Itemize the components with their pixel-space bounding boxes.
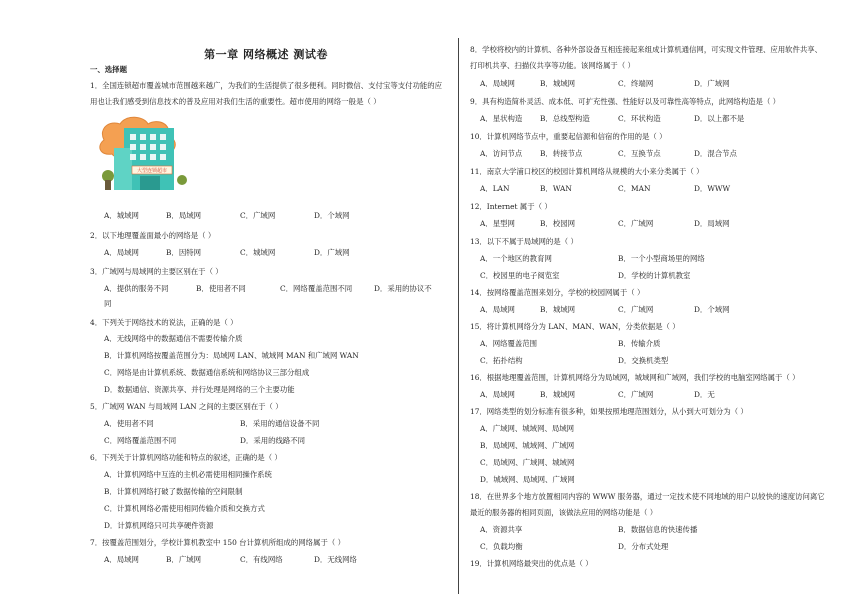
option: D．计算机网络只可共享硬件资源 bbox=[104, 521, 214, 530]
option: C．负载均衡 bbox=[480, 542, 523, 551]
question-4: 4．下列关于网络技术的说法，正确的是（ ） bbox=[90, 318, 238, 327]
option: B．城域网 bbox=[540, 79, 575, 88]
option: A．局域网 bbox=[480, 79, 515, 88]
option: C．MAN bbox=[618, 184, 651, 193]
option: A．LAN bbox=[480, 184, 510, 193]
option: B．使用者不同 bbox=[196, 284, 246, 293]
option: A．星状构造 bbox=[480, 114, 523, 123]
question-12: 12．Internet 属于（ ） bbox=[470, 202, 552, 211]
question-1-line-2: 用也让我们感受到信息技术的普及应用对我们生活的重要性。超市使用的网络一般是（ ） bbox=[90, 97, 381, 106]
option: C．计算机网络必需使用相同传输介质和交换方式 bbox=[104, 504, 265, 513]
question-1-line-1: 1．全国连锁超市覆盖城市范围越来越广，为我们的生活提供了很多便利。同时微信、支付宝等支付功能的应 bbox=[90, 81, 443, 90]
option: B．因特网 bbox=[166, 248, 201, 257]
supermarket-illustration bbox=[96, 114, 192, 194]
question-18-line-2: 最近的服务器的相同页面，该做法应用的网络功能是（ ） bbox=[470, 508, 658, 517]
option: D．学校的计算机教室 bbox=[618, 271, 691, 280]
option: B．广域网 bbox=[166, 555, 201, 564]
option: D．广域网 bbox=[694, 79, 730, 88]
option: B．计算机网络按覆盖范围分为：局域网 LAN、城域网 MAN 和广域网 WAN bbox=[104, 351, 359, 360]
option: A．一个地区的教育网 bbox=[480, 254, 552, 263]
option: A．资源共享 bbox=[480, 525, 523, 534]
column-divider bbox=[458, 38, 459, 594]
question-7: 7．按覆盖范围划分，学校计算机教室中 150 台计算机所组成的网络属于（ ） bbox=[90, 538, 345, 547]
option: C．有线网络 bbox=[240, 555, 283, 564]
option: C．拓扑结构 bbox=[480, 356, 523, 365]
question-9: 9．具有构造简朴灵活、成本低、可扩充性强、性能好以及可靠性高等特点，此网络构造是（ ） bbox=[470, 97, 781, 106]
option: D．分布式处理 bbox=[618, 542, 669, 551]
option: D．个域网 bbox=[314, 211, 350, 220]
option: B．数据信息的快速传播 bbox=[618, 525, 698, 534]
option: B．一个小型商场里的网络 bbox=[618, 254, 705, 263]
option: A．使用者不同 bbox=[104, 419, 154, 428]
option: D．以上都不是 bbox=[694, 114, 745, 123]
option: A．计算机网络中互连的主机必需使用相同操作系统 bbox=[104, 470, 272, 479]
option: A．无线网络中的数据通信不需要传输介质 bbox=[104, 334, 243, 343]
option: D．WWW bbox=[694, 184, 731, 193]
option: B．WAN bbox=[540, 184, 572, 193]
option: B．采用的通信设备不同 bbox=[240, 419, 320, 428]
option: C．终端网 bbox=[618, 79, 654, 88]
question-11: 11．南京大学浦口校区的校园计算机网络从规模的大小来分类属于（ ） bbox=[470, 167, 704, 176]
option: C．广域网 bbox=[618, 390, 654, 399]
option-continued: 同 bbox=[104, 299, 112, 308]
section-heading: 一、选择题 bbox=[90, 65, 127, 74]
option: D．混合节点 bbox=[694, 149, 737, 158]
option: D．采用的协议不 bbox=[374, 284, 432, 293]
option: B．校园网 bbox=[540, 219, 575, 228]
option: C．广域网 bbox=[618, 305, 654, 314]
question-8-line-2: 打印机共享、扫描仪共享等功能。该网络属于（ ） bbox=[470, 61, 635, 70]
option: B．城域网 bbox=[540, 305, 575, 314]
option: A．广域网、城域网、局域网 bbox=[480, 424, 575, 433]
option: D．采用的线路不同 bbox=[240, 436, 306, 445]
question-15: 15．将计算机网络分为 LAN、MAN、WAN，分类依据是（ ） bbox=[470, 322, 680, 331]
option: C．网络是由计算机系统、数据通信系统和网络协议三部分组成 bbox=[104, 368, 310, 377]
option: B．转接节点 bbox=[540, 149, 583, 158]
page-title: 第一章 网络概述 测试卷 bbox=[204, 48, 328, 61]
option: B．城域网 bbox=[540, 390, 575, 399]
question-17: 17．网络类型的划分标准有很多种，如果按照地理范围划分，从小到大可划分为（ ） bbox=[470, 407, 748, 416]
question-16: 16．根据地理覆盖范围，计算机网络分为局域网，城域网和广域网，我们学校的电脑室网络属于（ ） bbox=[470, 373, 800, 382]
option: C．互换节点 bbox=[618, 149, 661, 158]
option: A．提供的服务不同 bbox=[104, 284, 169, 293]
option: C．广域网 bbox=[618, 219, 654, 228]
question-8-line-1: 8．学校将校内的计算机、各种外部设备互相连接起来组成计算机通信网，可实现文件管理、应用软件共享、 bbox=[470, 45, 823, 54]
option: A．局域网 bbox=[480, 305, 515, 314]
option: A．网络覆盖范围 bbox=[480, 339, 538, 348]
option: C．校园里的电子阅览室 bbox=[480, 271, 560, 280]
option: D．交换机类型 bbox=[618, 356, 669, 365]
option: C．网络覆盖范围不同 bbox=[104, 436, 177, 445]
option: B．计算机网络打破了数据传输的空间限制 bbox=[104, 487, 243, 496]
option: B．局域网 bbox=[166, 211, 201, 220]
question-13: 13．以下不属于局域网的是（ ） bbox=[470, 237, 578, 246]
option: B．总线型构造 bbox=[540, 114, 590, 123]
question-19: 19．计算机网络最突出的优点是（ ） bbox=[470, 559, 593, 568]
option: B．局域网、城域网、广域网 bbox=[480, 441, 575, 450]
question-14: 14．按网络覆盖范围来划分，学校的校园网属于（ ） bbox=[470, 288, 645, 297]
option: B．传输介质 bbox=[618, 339, 661, 348]
option: D．数据通信、资源共享、并行处理是网络的三个主要功能 bbox=[104, 385, 295, 394]
option: A．星型网 bbox=[480, 219, 515, 228]
question-2: 2．以下地理覆盖面最小的网络是（ ） bbox=[90, 231, 216, 240]
option: D．局域网 bbox=[694, 219, 730, 228]
option: A．局域网 bbox=[480, 390, 515, 399]
option: D．无线网络 bbox=[314, 555, 357, 564]
question-3: 3．广域网与局域网的主要区别在于（ ） bbox=[90, 267, 223, 276]
option: A．局域网 bbox=[104, 555, 139, 564]
option: A．局域网 bbox=[104, 248, 139, 257]
question-5: 5．广域网 WAN 与局域网 LAN 之间的主要区别在于（ ） bbox=[90, 402, 283, 411]
option: D．广域网 bbox=[314, 248, 350, 257]
option: A．城域网 bbox=[104, 211, 139, 220]
option: D．城域网、局域网、广域网 bbox=[480, 475, 575, 484]
question-18-line-1: 18．在世界多个地方放置相同内容的 WWW 服务器，通过一定技术使不同地域的用户以较快的速度访问离它 bbox=[470, 492, 825, 501]
question-6: 6．下列关于计算机网络功能和特点的叙述，正确的是（ ） bbox=[90, 453, 282, 462]
option: A．访问节点 bbox=[480, 149, 523, 158]
option: D．个域网 bbox=[694, 305, 730, 314]
option: D．无 bbox=[694, 390, 715, 399]
option: C．局域网、广域网、城域网 bbox=[480, 458, 575, 467]
option: C．广域网 bbox=[240, 211, 276, 220]
store-sign-text: 大型连锁超市 bbox=[136, 168, 168, 174]
option: C．网络覆盖范围不同 bbox=[280, 284, 353, 293]
question-10: 10．计算机网络节点中，重要起信源和信宿的作用的是（ ） bbox=[470, 132, 667, 141]
option: C．城域网 bbox=[240, 248, 276, 257]
option: C．环状构造 bbox=[618, 114, 661, 123]
